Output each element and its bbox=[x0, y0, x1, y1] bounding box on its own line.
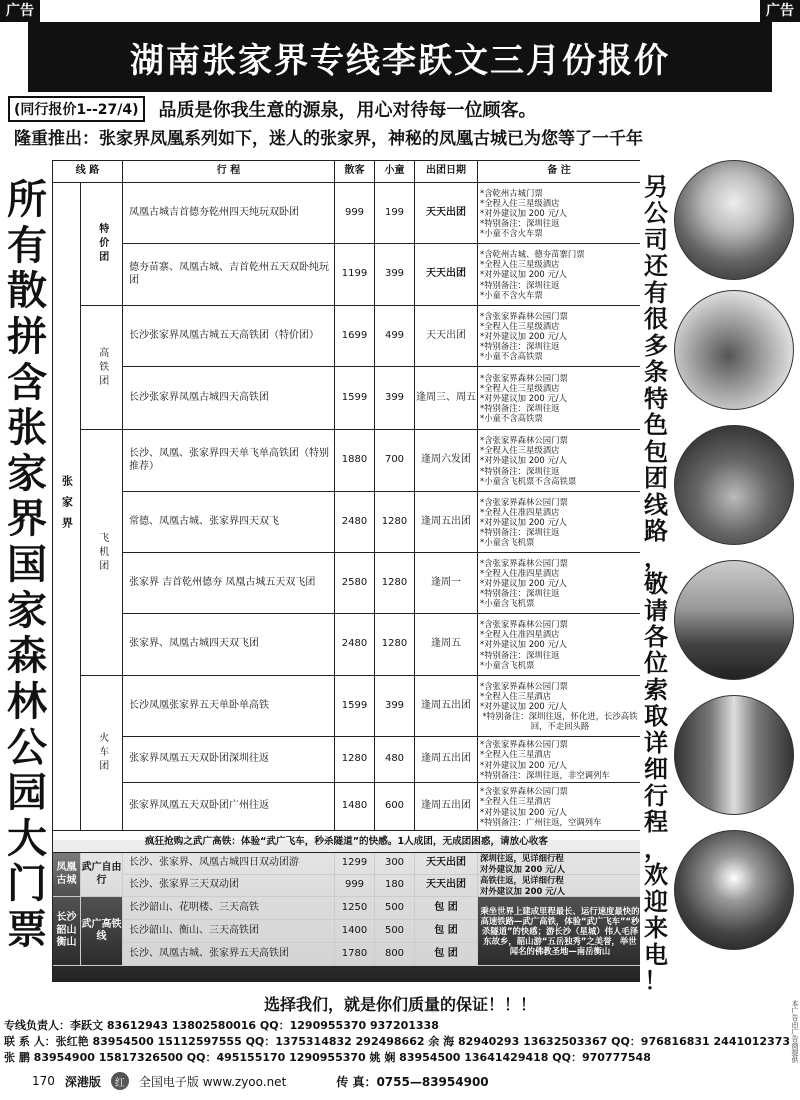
table-row-departure: 逢周五出团 bbox=[415, 492, 478, 553]
right-vertical-char: 特 bbox=[644, 384, 668, 413]
table2-row-itinerary: 长沙韶山、衡山、三天高铁团 bbox=[123, 920, 335, 943]
table-row-departure: 天天出团 bbox=[415, 306, 478, 367]
bridge-photo bbox=[674, 160, 794, 280]
note-line: *小童不含高铁票 bbox=[480, 351, 543, 362]
note-line: *对外建议加 200 元/人 bbox=[480, 207, 567, 218]
left-vertical-char: 园 bbox=[7, 770, 47, 817]
table-row-adult-price: 2580 bbox=[335, 553, 375, 614]
left-vertical-char: 拼 bbox=[7, 313, 47, 360]
note-line: *小童不含高铁票 bbox=[480, 413, 543, 424]
table2-row-departure: 天天出团 bbox=[415, 853, 478, 875]
right-vertical-char: 路 bbox=[644, 517, 668, 546]
table-row-adult-price: 1599 bbox=[335, 367, 375, 430]
table-row-itinerary: 长沙凤凰张家界五天单卧单高铁 bbox=[123, 676, 335, 737]
note-line: *含张家界森林公园门票 bbox=[480, 496, 568, 507]
right-vertical-char: 各 bbox=[644, 622, 668, 651]
note-line: *含张家界森林公园门票 bbox=[480, 680, 568, 691]
waterfall-photo bbox=[674, 695, 794, 815]
right-vertical-char: 另 bbox=[644, 173, 668, 201]
wuguang-banner: 疯狂抢购之武广高铁：体验“武广飞车，秒杀隧道”的快感。1人成团，无成团困惑，请放心收客 bbox=[53, 831, 640, 853]
table2-row-departure: 包 团 bbox=[415, 943, 478, 966]
contact-line-1: 专线负责人：李跃文 83612943 13802580016 QQ：1290955370 937201338 bbox=[4, 1019, 439, 1032]
note-line: *特别备注：深圳往返，怀化进，长沙高铁回，不走回头路 bbox=[482, 711, 638, 732]
right-vertical-char: 公 bbox=[644, 199, 668, 228]
price-grid bbox=[52, 160, 640, 982]
river-town-photo bbox=[674, 560, 794, 680]
table-row-child-price: 499 bbox=[375, 306, 415, 367]
right-vertical-char: 敬 bbox=[644, 570, 668, 599]
left-vertical-char: 界 bbox=[7, 496, 47, 543]
table-row-itinerary: 长沙张家界凤凰古城五天高铁团（特价团） bbox=[123, 306, 335, 367]
note-line: *对外建议加 200 元/人 bbox=[480, 330, 567, 341]
table-row-notes bbox=[478, 244, 640, 306]
table-row-child-price: 1280 bbox=[375, 492, 415, 553]
left-vertical-char: 票 bbox=[7, 907, 47, 953]
crowd-photo bbox=[674, 425, 794, 545]
table-row-departure: 逢周五出团 bbox=[415, 783, 478, 831]
performers-photo bbox=[674, 830, 794, 950]
table-row-itinerary: 常德、凤凰古城、张家界四天双飞 bbox=[123, 492, 335, 553]
note-line: *含张家界森林公园门票 bbox=[480, 310, 568, 321]
right-vertical-char: 来 bbox=[644, 914, 668, 943]
note-line: *小童含飞机票 bbox=[480, 659, 535, 670]
table2-row-departure: 天天出团 bbox=[415, 875, 478, 897]
note-line: *对外建议加 200 元/人 bbox=[480, 269, 567, 280]
table2-row-adult-price: 1299 bbox=[335, 853, 375, 875]
header-remarks: 备 注 bbox=[478, 161, 640, 183]
side-note: 本广告由广告商提供 bbox=[791, 1000, 799, 1063]
subtitle-row bbox=[8, 96, 792, 122]
table-row-notes bbox=[478, 676, 640, 737]
table2-row-child-price: 500 bbox=[375, 897, 415, 920]
table-row-notes bbox=[478, 367, 640, 430]
group-feiji: 飞机团 bbox=[81, 430, 123, 676]
contact-line-2: 联 系 人：张红艳 83954500 15112597555 QQ：1375314832 292498662 余 海 82940293 13632503367 QQ：976816831 2441012373 bbox=[4, 1035, 791, 1048]
price-table bbox=[52, 160, 640, 982]
left-vertical-char: 国 bbox=[7, 542, 47, 588]
note-line: *含张家界森林公园门票 bbox=[480, 435, 568, 446]
left-vertical-char: 门 bbox=[7, 861, 47, 908]
note-line: 深圳往返，见详细行程 bbox=[480, 853, 564, 864]
photo-column bbox=[674, 160, 796, 950]
table-row-child-price: 399 bbox=[375, 676, 415, 737]
note-line: *全程入住三星级酒店 bbox=[480, 197, 560, 208]
right-vertical-char: 详 bbox=[644, 728, 668, 757]
right-vertical-char: 多 bbox=[644, 331, 668, 360]
note-line: *含乾州古城门票 bbox=[480, 187, 543, 198]
note-line: 乘坐世界上建成里程最长、运行速度最快的高速铁路—武广高铁，体验“武广飞车”“秒杀隧道”的快感；游长沙（星城）伟人毛泽东故乡，韶山游“五岳独秀”之美誉，举世闻名的佛教圣地—南岳衡山 bbox=[480, 905, 640, 957]
note-line: *特别备注：深圳往返 bbox=[480, 403, 560, 414]
note-line: *全程入住三星级酒店 bbox=[480, 445, 560, 456]
left-vertical-char: 所 bbox=[7, 177, 47, 223]
table-row-itinerary: 张家界凤凰五天双卧团广州往返 bbox=[123, 783, 335, 831]
note-line: *对外建议加 200 元/人 bbox=[480, 392, 567, 403]
note-line: *特别备注：深圳往返，非空调列车 bbox=[480, 769, 610, 780]
header-adult: 散客 bbox=[335, 161, 375, 183]
note-line: *对外建议加 200 元/人 bbox=[480, 700, 567, 711]
table-row-itinerary: 张家界 吉首乾州德夯 凤凰古城五天双飞团 bbox=[123, 553, 335, 614]
note-line: *特别备注：深圳往返 bbox=[480, 279, 560, 290]
right-vertical-char: 线 bbox=[644, 490, 668, 519]
table-row-notes bbox=[478, 553, 640, 614]
table2-row-adult-price: 1250 bbox=[335, 897, 375, 920]
table-row-notes bbox=[478, 614, 640, 676]
note-line: *含张家界森林公园门票 bbox=[480, 619, 568, 630]
right-vertical-char: 有 bbox=[644, 278, 668, 307]
right-vertical-char: 索 bbox=[644, 675, 668, 704]
table2-row-adult-price: 1400 bbox=[335, 920, 375, 943]
note-line: 高铁往返，见详细行程 bbox=[480, 875, 564, 886]
note-line: *特别备注：深圳往返 bbox=[480, 341, 560, 352]
bottom-slogan: 选择我们，就是你们质量的保证！！！ bbox=[263, 995, 536, 1014]
table2-notes-shenzhen bbox=[478, 853, 640, 875]
table-row-adult-price: 1199 bbox=[335, 244, 375, 306]
right-vertical-char: ！ bbox=[644, 967, 668, 996]
note-line: *特别备注：深圳往返 bbox=[480, 527, 560, 538]
table2-row-child-price: 800 bbox=[375, 943, 415, 966]
right-vertical-char: ， bbox=[644, 543, 668, 572]
note-line: *小童不含火车票 bbox=[480, 289, 543, 300]
right-vertical-char: ， bbox=[644, 834, 668, 863]
note-line: *对外建议加 200 元/人 bbox=[480, 759, 567, 770]
note-line: *含张家界森林公园门票 bbox=[480, 739, 568, 750]
header-child: 小童 bbox=[375, 161, 415, 183]
right-vertical-char: 条 bbox=[644, 358, 668, 387]
right-vertical-char: 位 bbox=[644, 649, 668, 678]
acrobat-photo bbox=[674, 290, 794, 410]
table2-row-child-price: 500 bbox=[375, 920, 415, 943]
note-line: *特别备注：深圳往返 bbox=[480, 218, 560, 229]
header-itinerary: 行 程 bbox=[123, 161, 335, 183]
left-vertical-char: 森 bbox=[7, 633, 47, 680]
note-line: *全程入住准四星酒店 bbox=[480, 567, 560, 578]
right-vertical-char: 团 bbox=[644, 464, 668, 493]
left-vertical-char: 公 bbox=[7, 724, 47, 771]
note-line: *特别备注：深圳往返 bbox=[480, 465, 560, 476]
left-vertical-char: 张 bbox=[7, 405, 47, 452]
left-vertical-char: 林 bbox=[7, 678, 47, 725]
table-row-departure: 逢周一 bbox=[415, 553, 478, 614]
table2-row-adult-price: 999 bbox=[335, 875, 375, 897]
header-departure: 出团日期 bbox=[415, 161, 478, 183]
table-row-child-price: 1280 bbox=[375, 614, 415, 676]
table-row-adult-price: 2480 bbox=[335, 614, 375, 676]
right-vertical-char: 还 bbox=[644, 252, 668, 281]
table-row-departure: 逢周五 bbox=[415, 614, 478, 676]
table2-row-departure: 包 团 bbox=[415, 920, 478, 943]
table-row-itinerary: 凤凰古城吉首德夯乾州四天纯玩双卧团 bbox=[123, 183, 335, 244]
table-row-adult-price: 2480 bbox=[335, 492, 375, 553]
site-link[interactable]: 全国电子版 www.zyoo.net bbox=[138, 1074, 287, 1089]
table-row-departure: 天天出团 bbox=[415, 183, 478, 244]
note-line: *全程入住三星级酒店 bbox=[480, 259, 560, 270]
table-row-child-price: 600 bbox=[375, 783, 415, 831]
note-line: *对外建议加 200 元/人 bbox=[480, 806, 567, 817]
table-row-adult-price: 999 bbox=[335, 183, 375, 244]
region-fenghuang: 凤凰古城 bbox=[53, 853, 81, 897]
right-vertical-char: 程 bbox=[644, 808, 668, 837]
table-row-notes bbox=[478, 430, 640, 492]
right-vertical-char: 请 bbox=[644, 596, 668, 625]
note-line: *含乾州古城、德夯苗寨门票 bbox=[480, 249, 585, 260]
group-wuguang-ziyou: 武广自由行 bbox=[81, 853, 123, 897]
note-line: 对外建议加 200 元/人 bbox=[480, 885, 565, 896]
note-line: *全程入住准四星酒店 bbox=[480, 629, 560, 640]
table2-row-itinerary: 长沙韶山、花明楼、三天高铁 bbox=[123, 897, 335, 920]
table-row-itinerary: 张家界凤凰五天双卧团深圳往返 bbox=[123, 737, 335, 783]
table2-notes-gaotie bbox=[478, 875, 640, 897]
right-vertical-char: 色 bbox=[644, 411, 668, 440]
right-vertical-char: 电 bbox=[644, 940, 668, 969]
table-row-departure: 逢周六发团 bbox=[415, 430, 478, 492]
table-row-adult-price: 1480 bbox=[335, 783, 375, 831]
table-row-notes bbox=[478, 783, 640, 831]
note-line: *小童不含火车票 bbox=[480, 228, 543, 239]
region-zhangjiajie: 张家界 bbox=[53, 183, 81, 831]
edition: 深港版 bbox=[64, 1074, 101, 1089]
note-line: 对外建议加 200 元/人 bbox=[480, 863, 565, 874]
right-vertical-char: 很 bbox=[644, 305, 668, 334]
table-row-notes bbox=[478, 737, 640, 783]
note-line: *全程入住三星酒店 bbox=[480, 749, 552, 760]
left-vertical-char: 家 bbox=[7, 587, 47, 634]
right-vertical-char: 司 bbox=[644, 225, 668, 254]
note-line: *小童含飞机票 bbox=[480, 598, 535, 609]
table-row-adult-price: 1280 bbox=[335, 737, 375, 783]
page-number: 170 bbox=[32, 1074, 55, 1088]
left-vertical-char: 散 bbox=[7, 268, 47, 315]
ad-label-left: 广告 bbox=[0, 0, 40, 22]
table2-row-itinerary: 长沙、张家界、凤凰古城四日双动团游 bbox=[123, 853, 335, 875]
table-row-child-price: 480 bbox=[375, 737, 415, 783]
fax: 传 真：0755—83954900 bbox=[336, 1074, 489, 1089]
note-line: *对外建议加 200 元/人 bbox=[480, 455, 567, 466]
table-row-adult-price: 1880 bbox=[335, 430, 375, 492]
left-vertical-text bbox=[2, 177, 52, 953]
group-tejia: 特价团 bbox=[81, 183, 123, 306]
note-line: *含张家界森林公园门票 bbox=[480, 557, 568, 568]
note-line: *对外建议加 200 元/人 bbox=[480, 639, 567, 650]
table-row-departure: 逢周五出团 bbox=[415, 676, 478, 737]
note-line: *对外建议加 200 元/人 bbox=[480, 516, 567, 527]
table-row-departure: 逢周五出团 bbox=[415, 737, 478, 783]
table-row-notes bbox=[478, 492, 640, 553]
note-line: *特别备注：深圳往返 bbox=[480, 588, 560, 599]
table-row-notes bbox=[478, 183, 640, 244]
page-title: 湖南张家界专线李跃文三月份报价 bbox=[28, 22, 772, 92]
table-row-departure: 逢周三、周五 bbox=[415, 367, 478, 430]
right-vertical-char: 取 bbox=[644, 702, 668, 731]
table-row-adult-price: 1599 bbox=[335, 676, 375, 737]
left-vertical-char: 大 bbox=[7, 815, 47, 862]
region-shaoguan: 长沙韶山衡山 bbox=[53, 897, 81, 966]
group-gaotie: 高铁团 bbox=[81, 306, 123, 430]
table2-row-itinerary: 长沙、张家界三天双动团 bbox=[123, 875, 335, 897]
table2-notes-long bbox=[478, 897, 640, 966]
note-line: *特别备注：深圳往返 bbox=[480, 649, 560, 660]
date-range: (同行报价1--27/4) bbox=[8, 96, 145, 122]
table2-row-child-price: 180 bbox=[375, 875, 415, 897]
table2-row-itinerary: 长沙、凤凰古城、张家界五天高铁团 bbox=[123, 943, 335, 966]
slogan: 品质是你我生意的源泉，用心对待每一位顾客。 bbox=[158, 100, 537, 121]
note-line: *含张家界森林公园门票 bbox=[480, 372, 568, 383]
note-line: *小童含飞机票 bbox=[480, 537, 535, 548]
table-row-itinerary: 张家界、凤凰古城四天双飞团 bbox=[123, 614, 335, 676]
note-line: *对外建议加 200 元/人 bbox=[480, 577, 567, 588]
left-vertical-char: 家 bbox=[7, 450, 47, 497]
group-wuguang-gaotie: 武广高铁线 bbox=[81, 897, 123, 966]
table-row-child-price: 399 bbox=[375, 367, 415, 430]
table2-row-child-price: 300 bbox=[375, 853, 415, 875]
note-line: *特别备注：广州往返，空调列车 bbox=[480, 816, 602, 827]
header-route: 线 路 bbox=[53, 161, 123, 183]
right-vertical-char: 迎 bbox=[644, 887, 668, 916]
left-vertical-char: 有 bbox=[7, 222, 47, 269]
table-row-child-price: 199 bbox=[375, 183, 415, 244]
table-row-child-price: 700 bbox=[375, 430, 415, 492]
promo-line: 隆重推出：张家界凤凰系列如下，迷人的张家界，神秘的凤凰古城已为您等了一千年 bbox=[14, 129, 643, 149]
table2-row-departure: 包 团 bbox=[415, 897, 478, 920]
note-line: *全程入住三星级酒店 bbox=[480, 382, 560, 393]
table-row-notes bbox=[478, 306, 640, 367]
edition-badge-icon: 红 bbox=[111, 1072, 129, 1090]
note-line: *含张家界森林公园门票 bbox=[480, 786, 568, 797]
note-line: *全程入住准四星酒店 bbox=[480, 506, 560, 517]
contact-line-3: 张 鹏 83954900 15817326500 QQ：495155170 1290955370 姚 娴 83954500 13641429418 QQ：970777548 bbox=[4, 1051, 651, 1064]
right-vertical-text bbox=[638, 175, 674, 1005]
note-line: *全程入住三星酒店 bbox=[480, 796, 552, 807]
table-row-itinerary: 长沙张家界凤凰古城四天高铁团 bbox=[123, 367, 335, 430]
table-row-adult-price: 1699 bbox=[335, 306, 375, 367]
right-vertical-char: 欢 bbox=[644, 861, 668, 890]
table-row-child-price: 399 bbox=[375, 244, 415, 306]
table-row-itinerary: 长沙、凤凰、张家界四天单飞单高铁团（特别推荐） bbox=[123, 430, 335, 492]
group-huoche: 火车团 bbox=[81, 676, 123, 831]
right-vertical-char: 细 bbox=[644, 755, 668, 784]
right-vertical-char: 行 bbox=[644, 781, 668, 810]
table2-row-adult-price: 1780 bbox=[335, 943, 375, 966]
table-row-child-price: 1280 bbox=[375, 553, 415, 614]
note-line: *全程入住三星酒店 bbox=[480, 690, 552, 701]
left-vertical-char: 含 bbox=[7, 359, 47, 406]
right-vertical-char: 包 bbox=[644, 437, 668, 466]
note-line: *全程入住三星级酒店 bbox=[480, 320, 560, 331]
table-row-itinerary: 德夯苗寨、凤凰古城、吉首乾州五天双卧纯玩团 bbox=[123, 244, 335, 306]
footer bbox=[32, 1070, 732, 1092]
ad-label-right: 广告 bbox=[760, 0, 800, 22]
note-line: *小童含飞机票不含高铁票 bbox=[480, 475, 577, 486]
table-row-departure: 天天出团 bbox=[415, 244, 478, 306]
